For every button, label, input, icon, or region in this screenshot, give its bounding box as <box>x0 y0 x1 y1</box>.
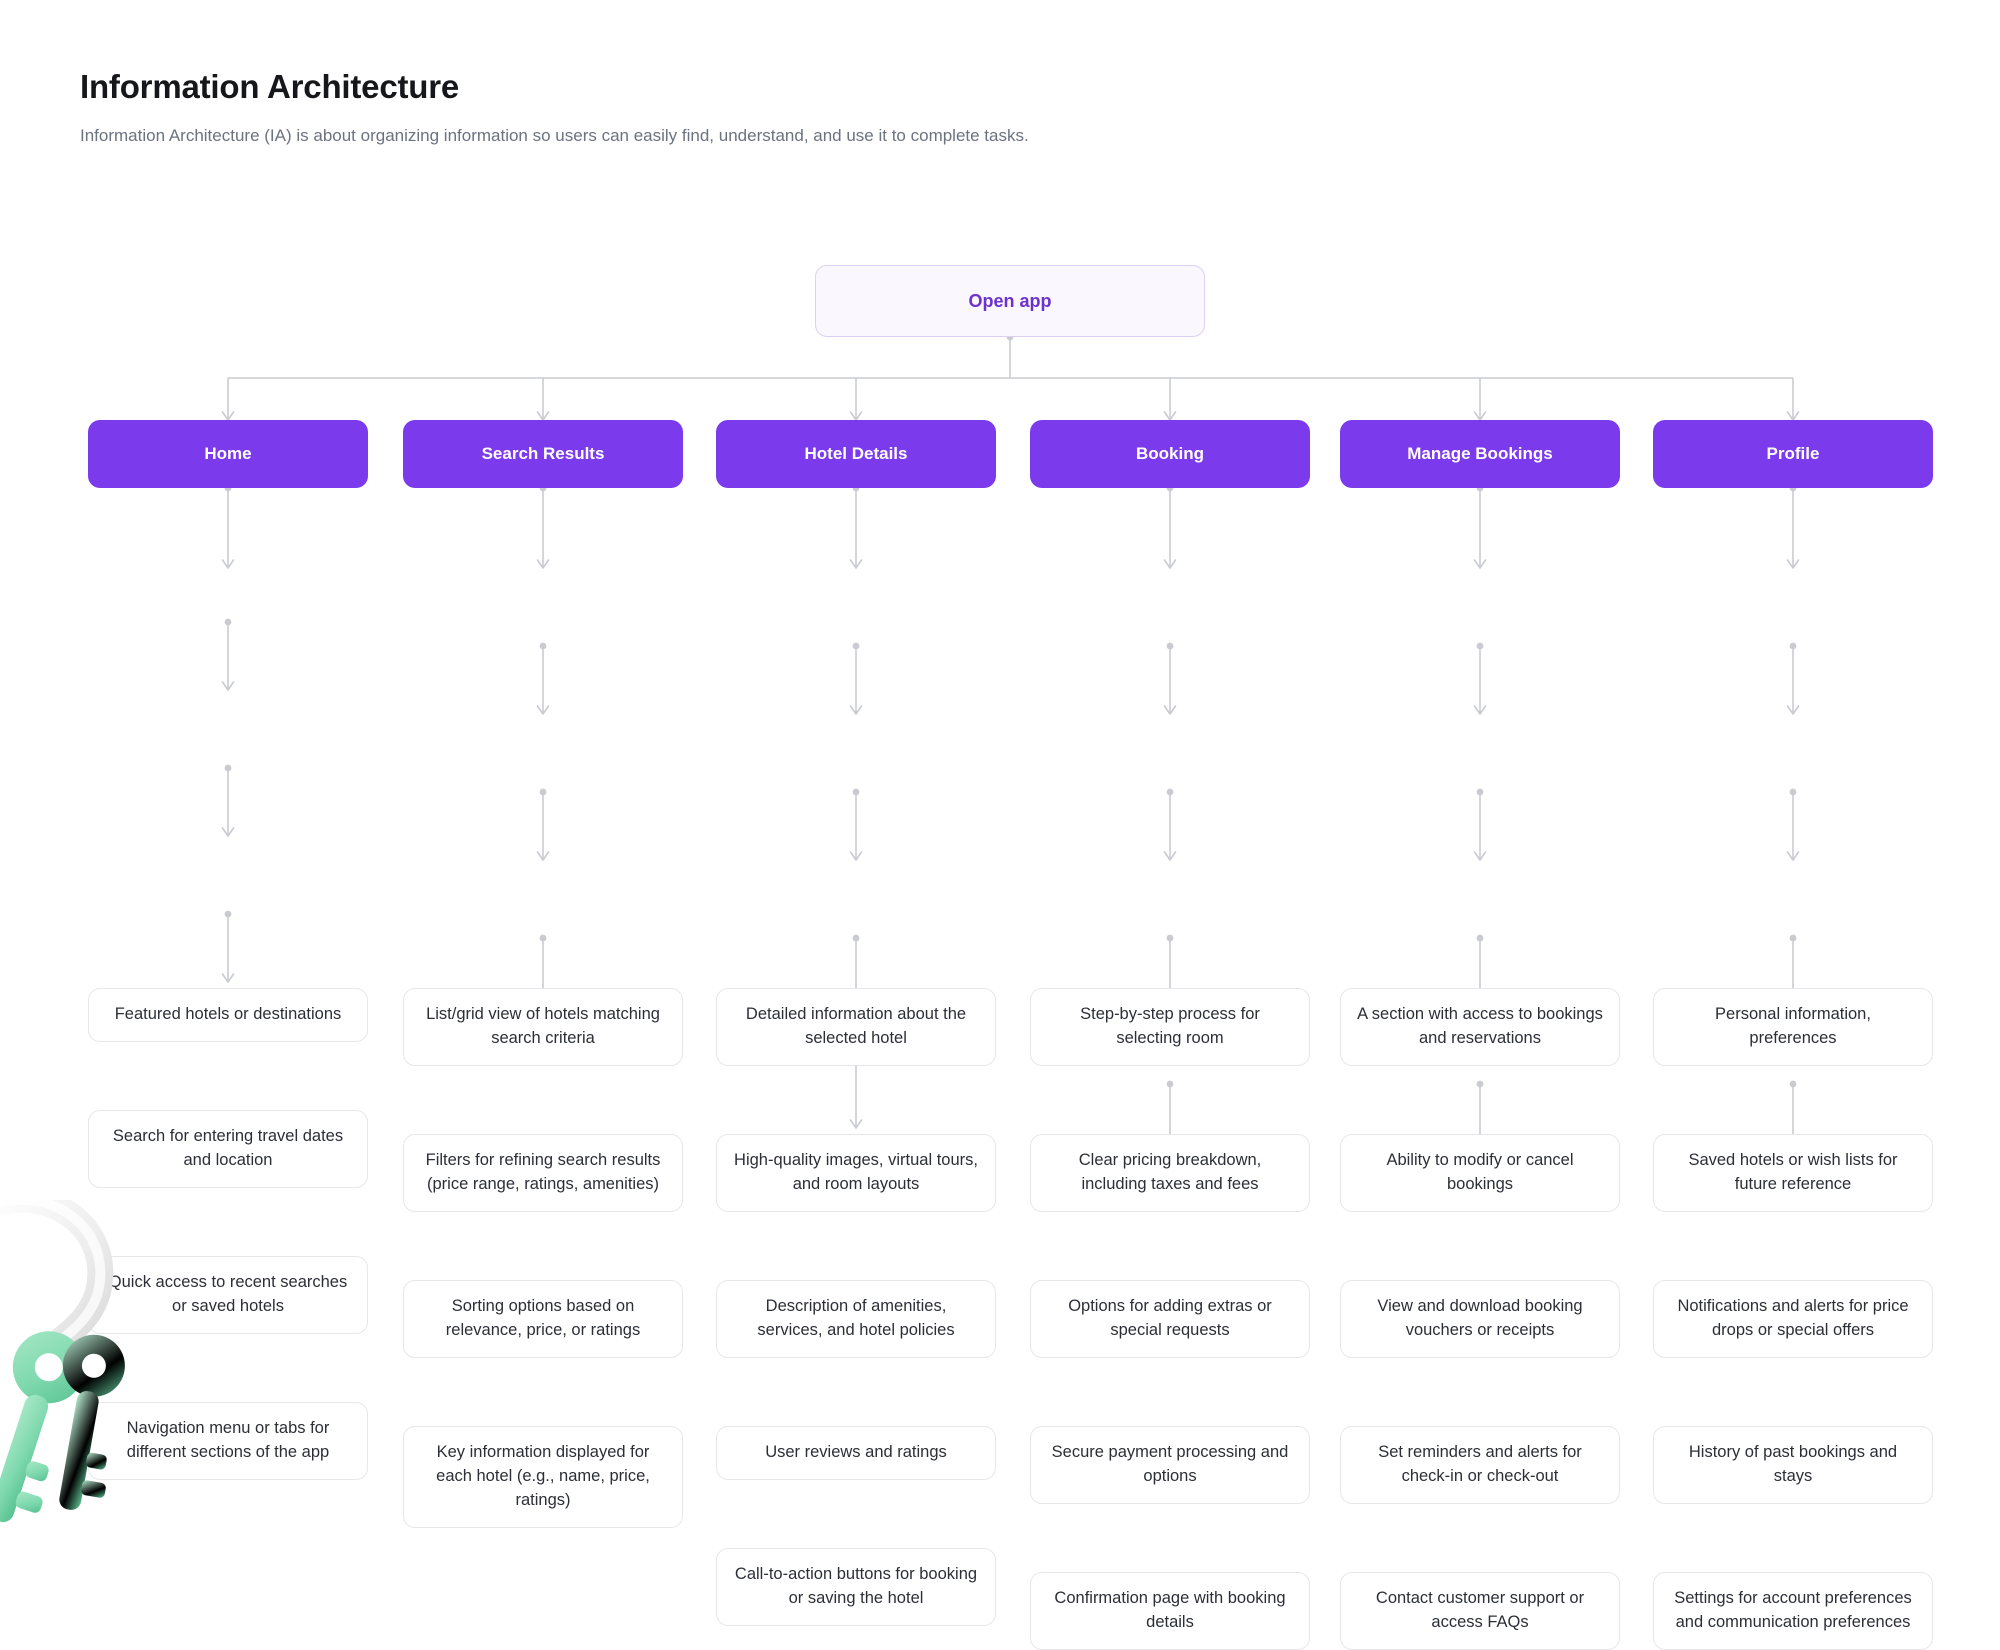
node-item[interactable] <box>1340 1572 1620 1650</box>
node-item[interactable] <box>1340 1134 1620 1212</box>
column-header-manage-bookings[interactable] <box>1340 420 1620 488</box>
page-title: Information Architecture <box>80 68 460 105</box>
node-item[interactable] <box>1653 1280 1933 1358</box>
node-label: Contact customer support or access FAQs <box>1375 1589 1585 1631</box>
node-item[interactable] <box>1030 1134 1310 1212</box>
node-item[interactable] <box>88 988 368 1042</box>
node-label: List/grid view of hotels matching search criteria <box>426 1005 660 1047</box>
node-item[interactable] <box>716 1426 996 1480</box>
node-label: Featured hotels or destinations <box>114 1005 342 1023</box>
node-label: Step-by-step process for selecting room <box>1080 1005 1260 1047</box>
node-label: A section with access to bookings and reservations <box>1357 1005 1603 1047</box>
node-item[interactable] <box>403 1134 683 1212</box>
node-item[interactable] <box>88 1256 368 1334</box>
node-label: View and download booking vouchers or receipts <box>1377 1297 1583 1339</box>
node-label: High-quality images, virtual tours, and room layouts <box>734 1151 978 1193</box>
node-item[interactable] <box>1653 988 1933 1066</box>
column-home <box>88 420 368 1461</box>
column-profile <box>1653 420 1933 1631</box>
node-item[interactable] <box>1653 1572 1933 1650</box>
node-item[interactable] <box>716 1548 996 1626</box>
node-label: Confirmation page with booking details <box>1054 1589 1286 1631</box>
column-header-label: Home <box>204 444 252 463</box>
node-label: Personal information, preferences <box>1715 1005 1871 1047</box>
node-item[interactable] <box>88 1402 368 1480</box>
column-header-search-results[interactable] <box>403 420 683 488</box>
column-header-home[interactable] <box>88 420 368 488</box>
node-label: Call-to-action buttons for booking or saving the hotel <box>734 1565 978 1607</box>
node-label: Quick access to recent searches or saved hotels <box>108 1273 348 1315</box>
node-item[interactable] <box>1340 1280 1620 1358</box>
node-label: Description of amenities, services, and hotel policies <box>757 1297 955 1339</box>
node-item[interactable] <box>88 1110 368 1188</box>
node-label: Sorting options based on relevance, price, or ratings <box>445 1297 641 1339</box>
node-item[interactable] <box>403 1280 683 1358</box>
column-booking <box>1030 420 1310 1631</box>
node-item[interactable] <box>403 988 683 1066</box>
column-header-profile[interactable] <box>1653 420 1933 488</box>
node-item[interactable] <box>1030 1426 1310 1504</box>
column-header-label: Search Results <box>481 444 605 463</box>
node-label: Notifications and alerts for price drops or special offers <box>1677 1297 1909 1339</box>
node-item[interactable] <box>403 1426 683 1528</box>
node-open-app[interactable] <box>815 265 1205 337</box>
column-search-results <box>403 420 683 1509</box>
column-header-label: Manage Bookings <box>1407 444 1553 463</box>
node-item[interactable] <box>1340 988 1620 1066</box>
node-label: Open app <box>968 290 1052 311</box>
node-item[interactable] <box>716 1134 996 1212</box>
node-label: Settings for account preferences and communication preferences <box>1674 1589 1912 1631</box>
node-item[interactable] <box>716 988 996 1066</box>
column-header-hotel-details[interactable] <box>716 420 996 488</box>
node-label: Ability to modify or cancel bookings <box>1386 1151 1574 1193</box>
column-header-booking[interactable] <box>1030 420 1310 488</box>
column-header-label: Profile <box>1766 444 1820 463</box>
node-label: Saved hotels or wish lists for future reference <box>1688 1151 1898 1193</box>
node-item[interactable] <box>1030 1280 1310 1358</box>
node-item[interactable] <box>1030 1572 1310 1650</box>
column-manage-bookings <box>1340 420 1620 1631</box>
node-label: Set reminders and alerts for check-in or check-out <box>1378 1443 1582 1485</box>
node-item[interactable] <box>716 1280 996 1358</box>
column-header-label: Hotel Details <box>804 444 908 463</box>
node-label: Navigation menu or tabs for different sections of the app <box>126 1419 330 1461</box>
keys-decoration-image <box>0 1200 240 1556</box>
node-item[interactable] <box>1030 988 1310 1066</box>
node-item[interactable] <box>1653 1134 1933 1212</box>
page-subtitle: Information Architecture (IA) is about organizing information so users can easily find, understand, and use it to complete tasks. <box>80 126 1029 145</box>
node-item[interactable] <box>1340 1426 1620 1504</box>
node-label: Clear pricing breakdown, including taxes and fees <box>1078 1151 1262 1193</box>
node-label: Options for adding extras or special requests <box>1068 1297 1272 1339</box>
column-header-label: Booking <box>1136 444 1204 463</box>
node-label: Search for entering travel dates and location <box>112 1127 344 1169</box>
node-label: History of past bookings and stays <box>1688 1443 1898 1485</box>
column-hotel-details <box>716 420 996 1607</box>
node-label: Detailed information about the selected hotel <box>745 1005 967 1047</box>
node-label: Secure payment processing and options <box>1051 1443 1289 1485</box>
node-label: Key information displayed for each hotel (e.g., name, price, ratings) <box>436 1443 650 1509</box>
node-label: Filters for refining search results (price range, ratings, amenities) <box>425 1151 661 1193</box>
node-label: User reviews and ratings <box>765 1443 947 1461</box>
node-item[interactable] <box>1653 1426 1933 1504</box>
